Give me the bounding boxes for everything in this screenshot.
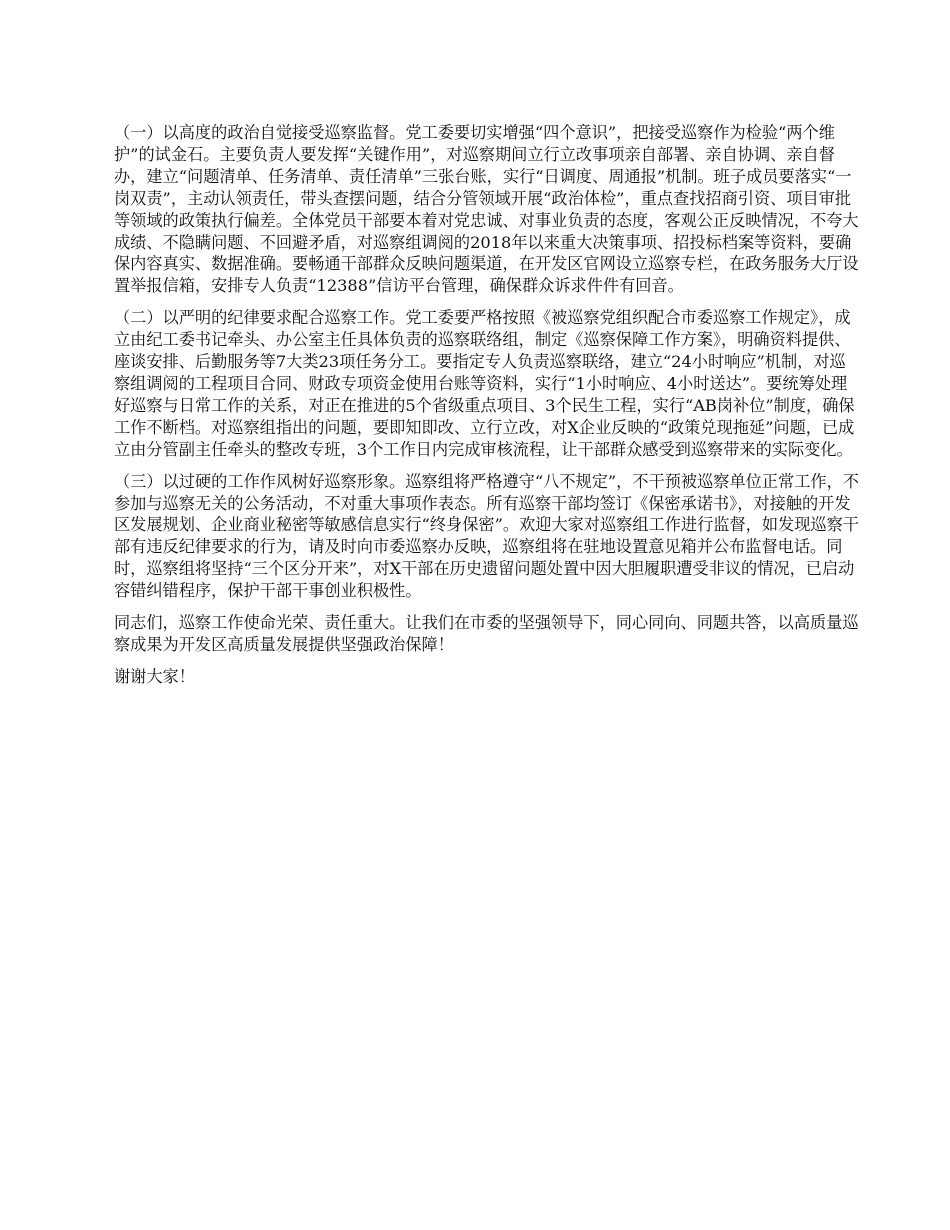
paragraph-closing-call: 同志们，巡察工作使命光荣、责任重大。让我们在市委的坚强领导下，同心同向、同题共答，以高质量巡察成果为开发区高质量发展提供坚强政治保障！ <box>114 613 859 654</box>
paragraph-cooperate-discipline: （二）以严明的纪律要求配合巡察工作。党工委要严格按照《被巡察党组织配合市委巡察工作规定》，成立由纪工委书记牵头、办公室主任具体负责的巡察联络组，制定《巡察保障工作方案》，明确资料提供、座谈安排、后勤服务等7大类23项任务分工。要指定专人负责巡察联络，建立“24小时响应”机制，对巡察组调阅的工程项目合同、财政专项资金使用台账等资料，实行“1小时响应、4小时送达”。要统筹处理好巡察与日常工作的关系，对正在推进的5个省级重点项目、3个民生工程，实行“AB岗补位”制度，确保工作不断档。对巡察组指出的问题，要即知即改、立行立改，对X企业反映的“政策兑现拖延”问题，已成立由分管副主任牵头的整改专班，3个工作日内完成审核流程，让干部群众感受到巡察带来的实际变化。 <box>114 308 855 459</box>
document-body <box>114 122 859 698</box>
paragraph-accept-supervision: （一）以高度的政治自觉接受巡察监督。党工委要切实增强“四个意识”，把接受巡察作为检验“两个维护”的试金石。主要负责人要发挥“关键作用”，对巡察期间立行立改事项亲自部署、亲自协调、亲自督办，建立“问题清单、任务清单、责任清单”三张台账，实行“日调度、周通报”机制。班子成员要落实“一岗双责”，主动认领责任，带头查摆问题，结合分管领域开展“政治体检”，重点查找招商引资、项目审批等领域的政策执行偏差。全体党员干部要本着对党忠诚、对事业负责的态度，客观公正反映情况，不夸大成绩、不隐瞒问题、不回避矛盾，对巡察组调阅的2018年以来重大决策事项、招投标档案等资料，要确保内容真实、数据准确。要畅通干部群众反映问题渠道，在开发区官网设立巡察专栏，在政务服务大厅设置举报信箱，安排专人负责“12388”信访平台管理，确保群众诉求件件有回音。 <box>114 123 859 296</box>
paragraph-thanks: 谢谢大家！ <box>114 666 195 686</box>
paragraph-work-style: （三）以过硬的工作作风树好巡察形象。巡察组将严格遵守“八不规定”，不干预被巡察单位正常工作，不参加与巡察无关的公务活动，不对重大事项作表态。所有巡察干部均签订《保密承诺书》，对接触的开发区发展规划、企业商业秘密等敏感信息实行“终身保密”。欢迎大家对巡察组工作进行监督，如发现巡察干部有违反纪律要求的行为，请及时向市委巡察办反映，巡察组将在驻地设置意见箱并公布监督电话。同时，巡察组将坚持“三个区分开来”，对X干部在历史遗留问题处置中因大胆履职遭受非议的情况，已启动容错纠错程序，保护干部干事创业积极性。 <box>114 471 859 601</box>
